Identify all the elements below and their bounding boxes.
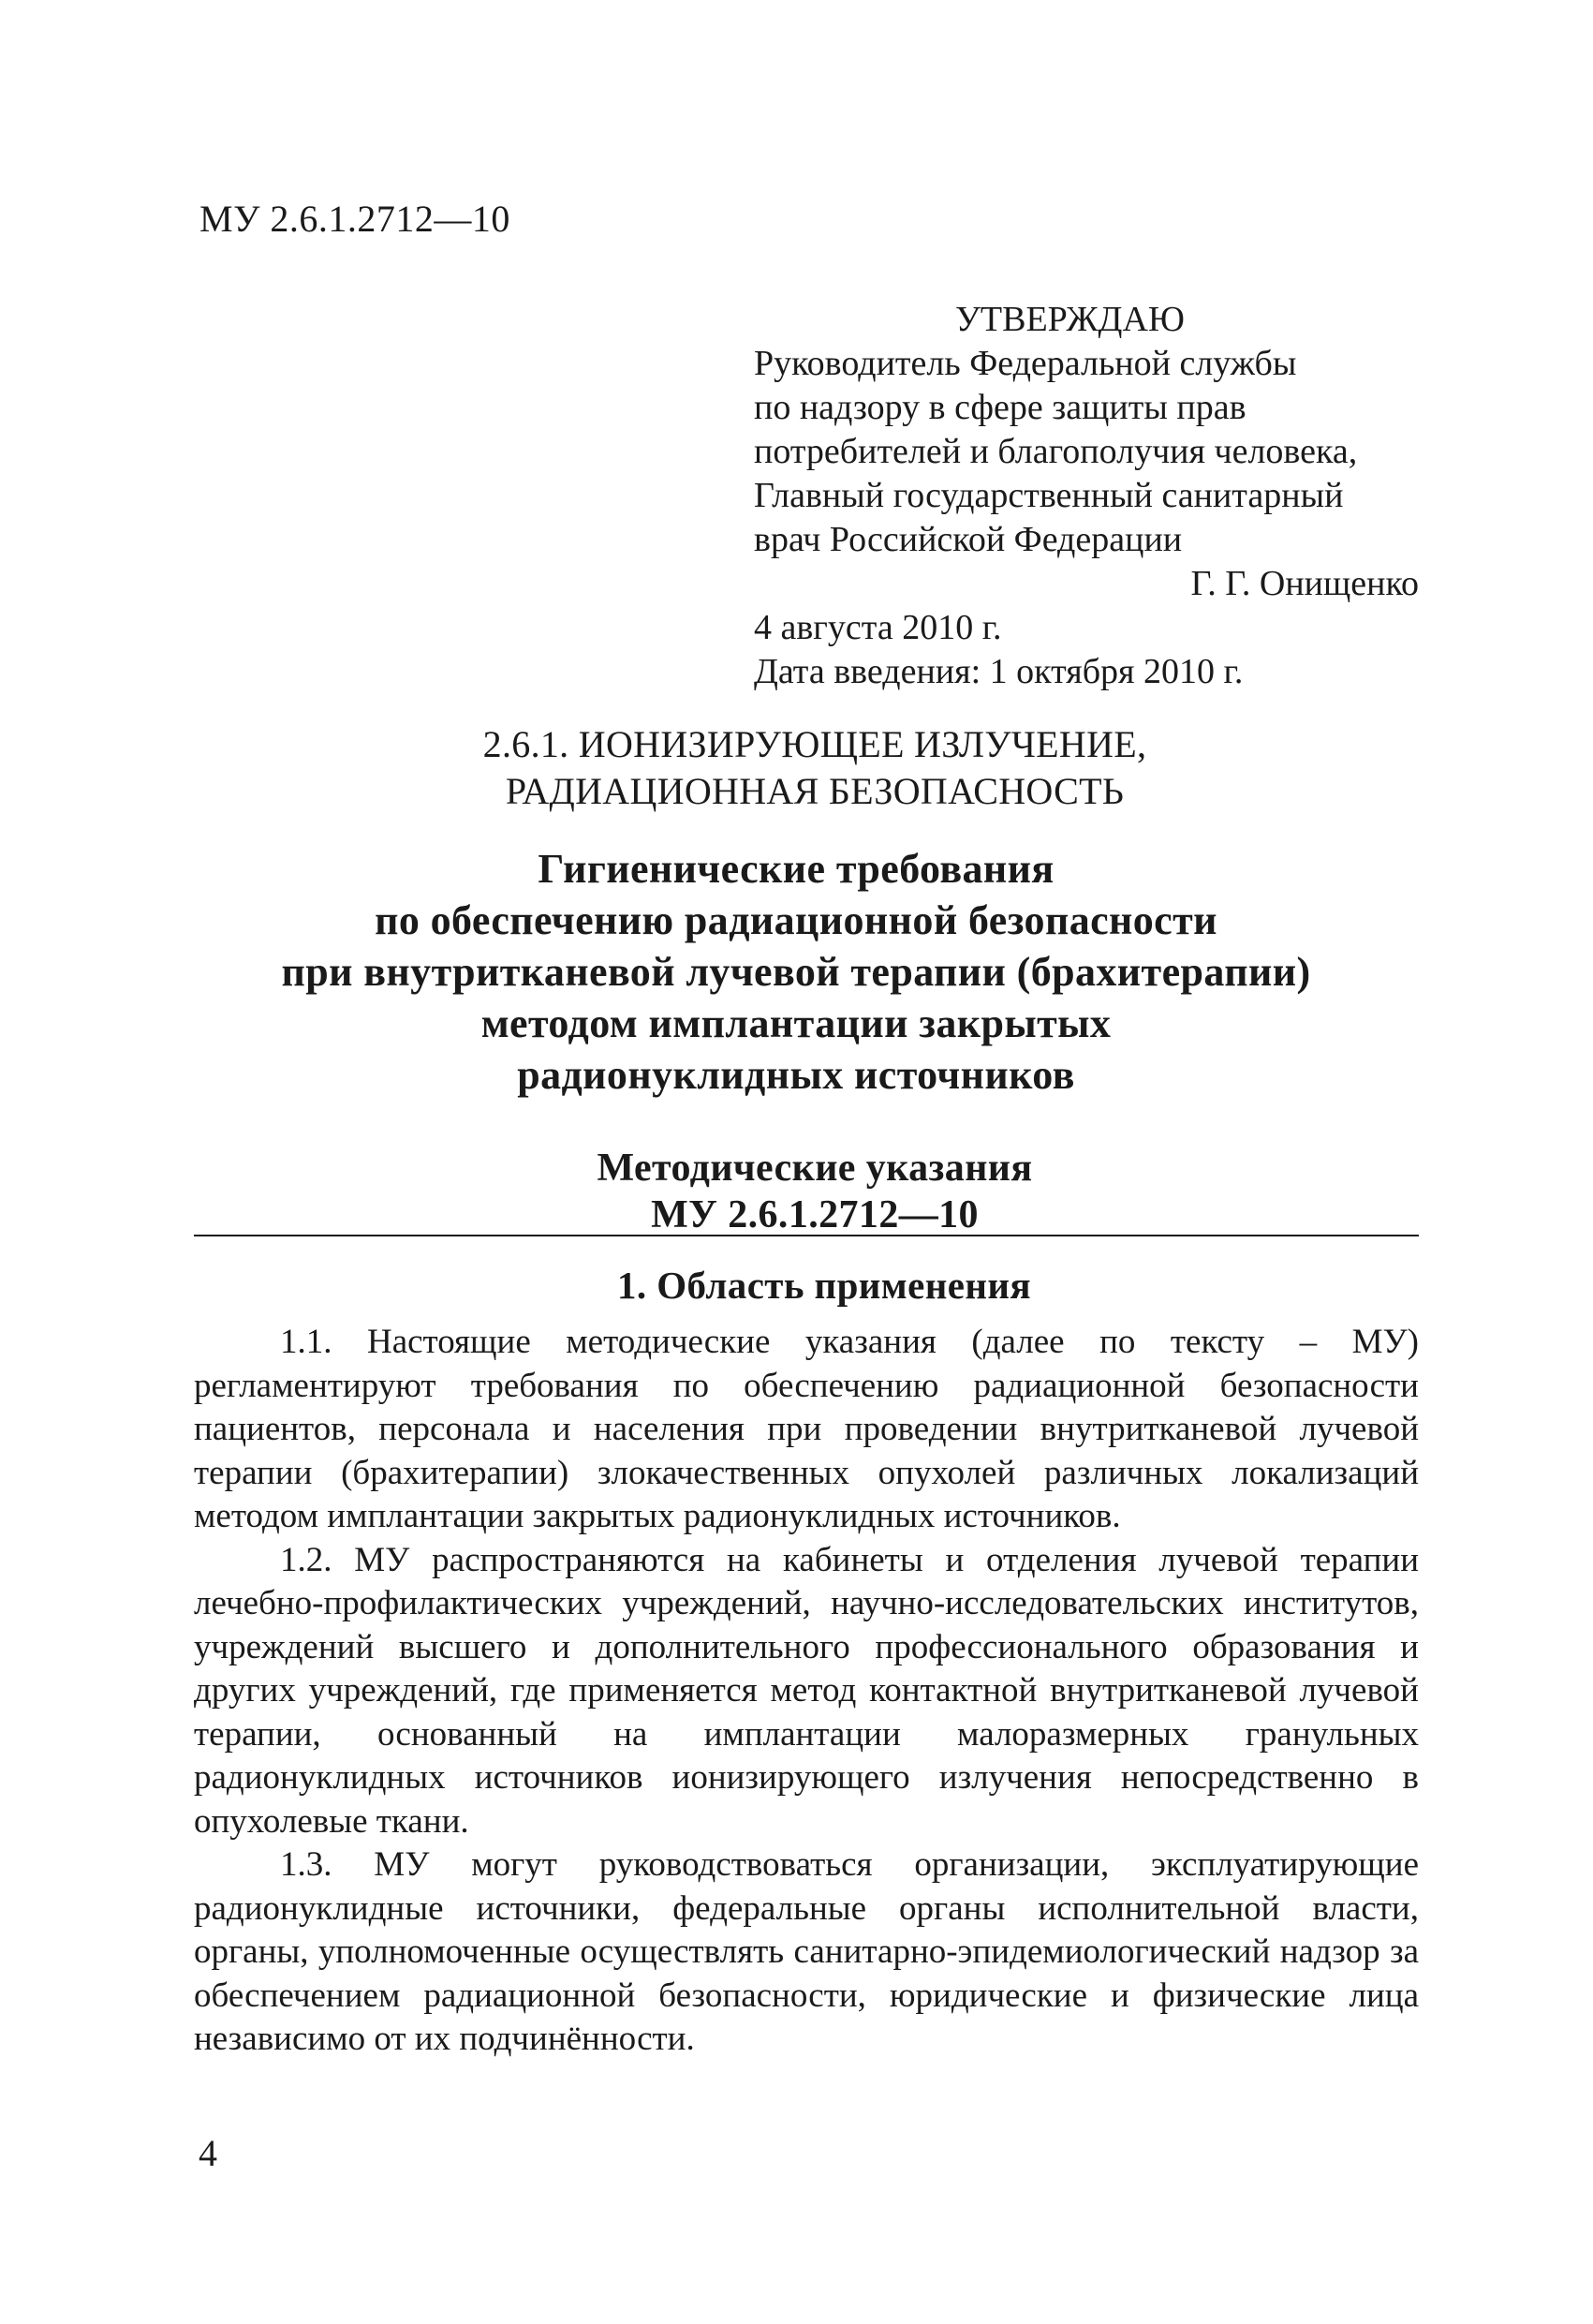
paragraph: 1.1. Настоящие методические указания (далее по тексту – МУ) регламентируют требования по обеспечению радиационной безопасности пациентов, персонала и населения при проведении внутритканевой лучевой терапии (брахитерапии) злокачественных опухолей различных локализаций методом имплантации закрытых радионуклидных источников. [194,1323,1419,1535]
approval-line: Руководитель Федеральной службы [754,344,1297,383]
document-number: МУ 2.6.1.2712—10 [651,1193,979,1236]
approval-line: врач Российской Федерации [754,520,1183,559]
section-body [194,1321,1419,2062]
document-title-line: при внутритканевой лучевой терапии (брахитерапии) [281,949,1311,995]
document-title-line: методом имплантации закрытых [480,1000,1112,1046]
section-title [187,1263,1405,1308]
page-number: 4 [199,2132,217,2174]
document-title-line: радионуклидных источников [517,1052,1075,1098]
paragraph: 1.2. МУ распространяются на кабинеты и отделения лучевой терапии лечебно-профилактических учреждений, научно-исследовательских институтов, учреждений высшего и дополнительного профессионального образования и других учреждений, где применяется метод контактной внутритканевой лучевой терапии, основанный на имплантации малоразмерных гранульных радионуклидных источников ионизирующего излучения непосредственно в опухолевые ткани. [194,1540,1419,1841]
approval-signer: Г. Г. Онищенко [1190,564,1419,603]
approval-line: потребителей и благополучия человека, [754,432,1358,471]
document-title-line: Гигиенические требования [538,846,1055,892]
approval-line: по надзору в сфере защиты прав [754,388,1246,427]
approval-block [754,298,1419,694]
classification-heading [187,721,1405,815]
approval-line: Главный государственный санитарный [754,476,1344,515]
classification-heading-line: РАДИАЦИОННАЯ БЕЗОПАСНОСТЬ [505,770,1125,812]
section-title-text: 1. Область применения [617,1264,1031,1307]
document-code: МУ 2.6.1.2712—10 [199,198,510,240]
classification-heading-line: 2.6.1. ИОНИЗИРУЮЩЕЕ ИЗЛУЧЕНИЕ, [482,723,1147,765]
document-subtitle [187,1145,1405,1238]
approval-word: УТВЕРЖДАЮ [955,300,1185,339]
horizontal-divider [194,1235,1419,1236]
paragraph: 1.3. МУ могут руководствоваться организации, эксплуатирующие радионуклидные источники, федеральные органы исполнительной власти, органы, уполномоченные осуществлять санитарно-эпидемиологический надзор за обеспечением радиационной безопасности, юридические и физические лица независимо от их подчинённости. [194,1845,1419,2058]
document-title-line: по обеспечению радиационной безопасности [375,897,1217,943]
document-title [187,843,1405,1101]
approval-date: 4 августа 2010 г. [754,608,1002,647]
document-type: Методические указания [597,1147,1033,1190]
introduction-date: Дата введения: 1 октября 2010 г. [754,652,1244,691]
